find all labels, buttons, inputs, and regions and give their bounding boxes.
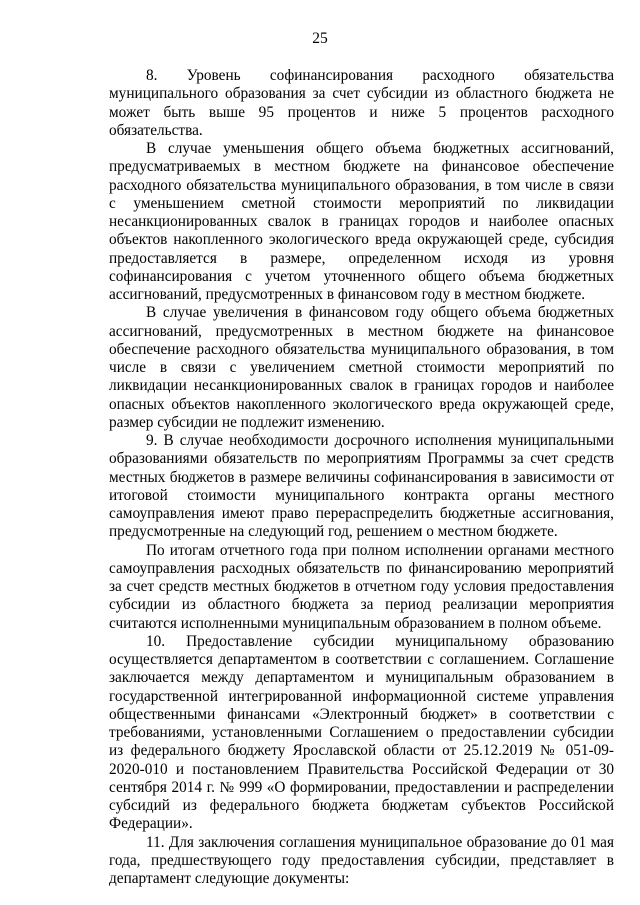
paragraph-decrease-case: В случае уменьшения общего объема бюджетных ассигнований, предусматриваемых в местном бюджете на финансовое обеспечение расходного обязательства муниципального образования, в том числе в связи с уменьшением сметной стоимости мероприятий по ликвидации несанкционированных свалок в границах городов и наиболее опасных объектов накопленного экологического вреда окружающей среде, субсидия предоставляется в размере, определенном исходя из уровня софинансирования с учетом уточненного общего объема бюджетных ассигнований, предусмотренных в финансовом году в местном бюджете. [109,140,614,303]
document-body [109,67,614,888]
paragraph-11: 11. Для заключения соглашения муниципальное образование до 01 мая года, предшествующего году предоставления субсидии, представляет в департамент следующие документы: [109,833,614,887]
paragraph-9: 9. В случае необходимости досрочного исполнения муниципальными образованиями обязательств по мероприятиям Программы за счет средств местных бюджетов в размере величины софинансирования в зависимости от итоговой стоимости муниципального контракта органы местного самоуправления имеют право перераспределить бюджетные ассигнования, предусмотренные на следующий год, решением о местном бюджете. [109,432,614,541]
paragraph-increase-case: В случае увеличения в финансовом году общего объема бюджетных ассигнований, предусмотренных в местном бюджете на финансовое обеспечение расходного обязательства муниципального образования, в том числе в связи с увеличением сметной стоимости мероприятий по ликвидации несанкционированных свалок в границах городов и наиболее опасных объектов накопленного экологического вреда окружающей среде, размер субсидии не подлежит изменению. [109,304,614,431]
page-number: 25 [312,30,328,47]
paragraph-results: По итогам отчетного года при полном исполнении органами местного самоуправления расходных обязательств по финансированию мероприятий за счет средств местных бюджетов в отчетном году условия предоставления субсидии из областного бюджета за период реализации мероприятия считаются исполненными муниципальным образованием в полном объеме. [109,541,614,632]
paragraph-10: 10. Предоставление субсидии муниципальному образованию осуществляется департаментом в соответствии с соглашением. Соглашение заключается между департаментом и муниципальным образованием в государственной интегрированной информационной системе управления общественными финансами «Электронный бюджет» в соответствии с требованиями, установленными Соглашением о предоставлении субсидии из федерального бюджету Ярославской области от 25.12.2019 № 051-09-2020-010 и постановлением Правительства Российской Федерации от 30 сентября 2014 г. № 999 «О формировании, предоставлении и распределении субсидий из федерального бюджета бюджетам субъектов Российской Федерации». [109,632,614,833]
paragraph-8: 8. Уровень софинансирования расходного обязательства муниципального образования за счет субсидии из областного бюджета не может быть выше 95 процентов и ниже 5 процентов расходного обязательства. [109,67,614,139]
